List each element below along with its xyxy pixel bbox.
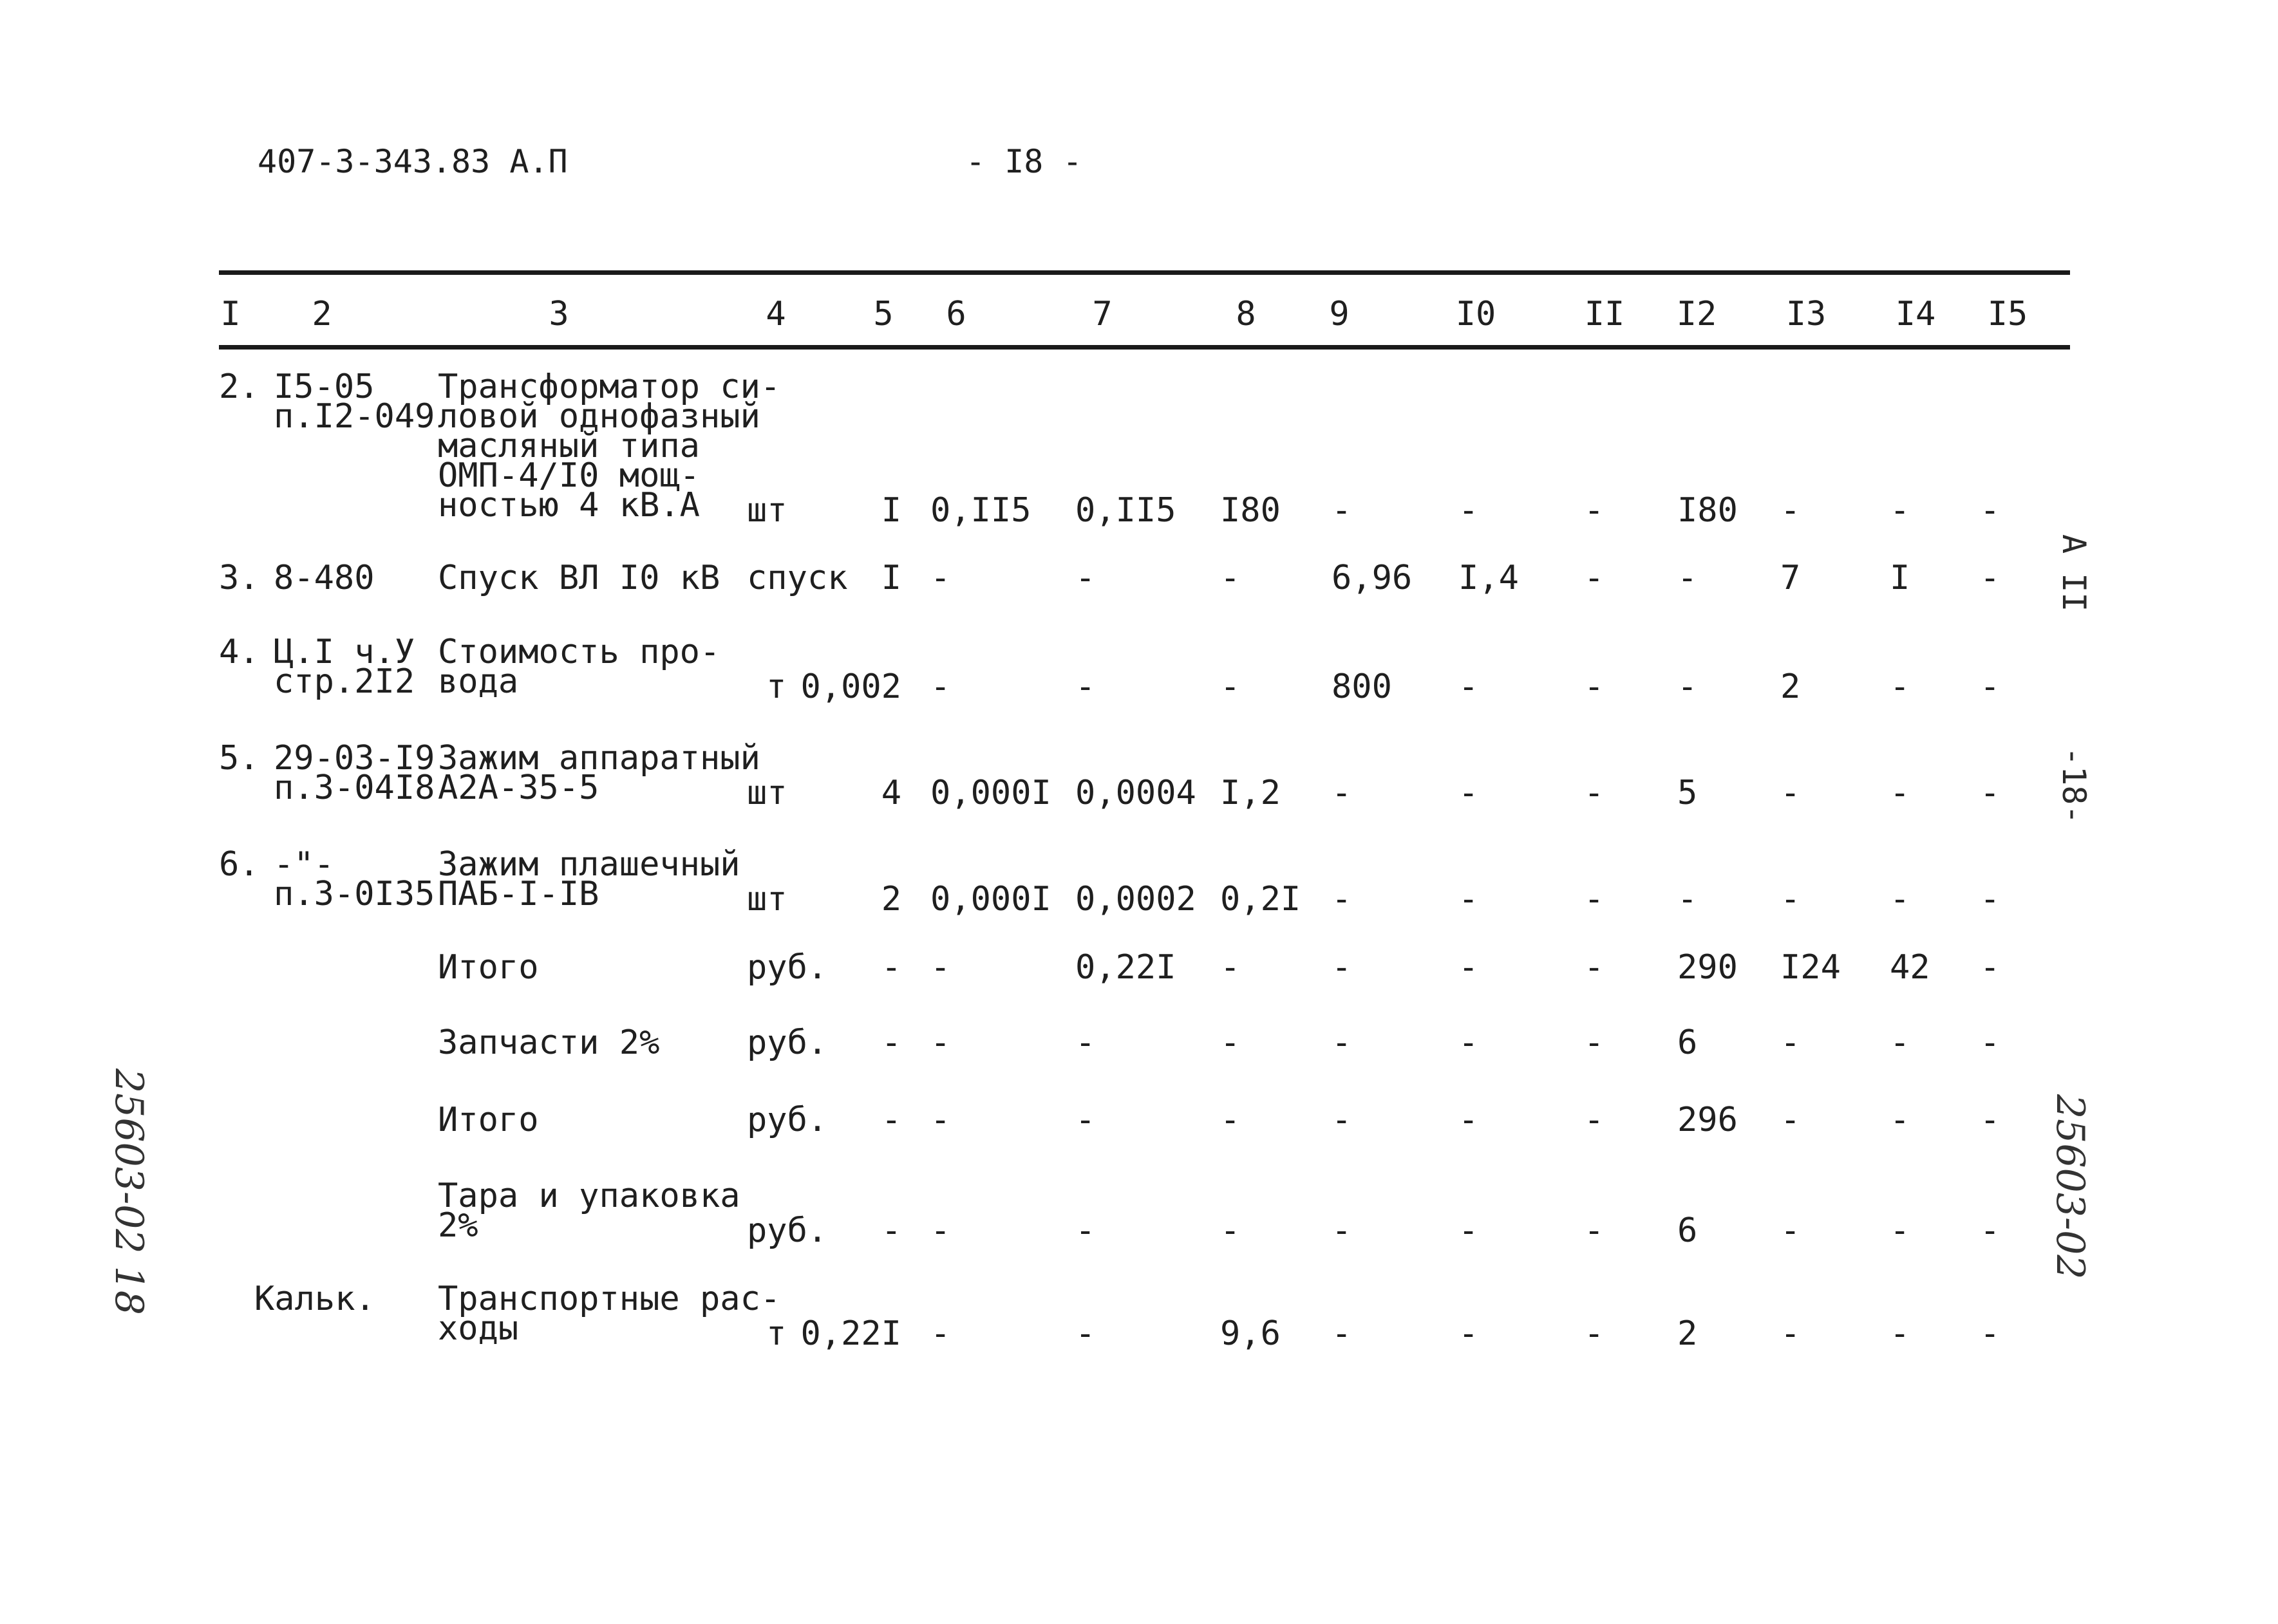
row-value-c14: 42 (1890, 948, 1930, 987)
row-value-c14: - (1890, 1101, 1910, 1139)
row-value-c9: - (1332, 948, 1352, 987)
margin-stamp-number: 25603-02 (2047, 1094, 2093, 1280)
row-value-c8: - (1220, 1023, 1241, 1062)
row-value-c8: - (1220, 1211, 1241, 1250)
row-value-c6: - (930, 1023, 951, 1062)
row-value-c6: - (930, 1211, 951, 1250)
row-value-c10: - (1458, 667, 1479, 706)
row-value-c13: - (1780, 1211, 1801, 1250)
row-description: 2% (438, 1206, 478, 1245)
row-value-c6: - (930, 1101, 951, 1139)
row-value-c6: - (930, 1314, 951, 1353)
row-value-c6: - (930, 667, 951, 706)
column-header: 9 (1329, 295, 1350, 333)
row-value-c12: - (1677, 667, 1698, 706)
column-header: 4 (766, 295, 786, 333)
row-value-c7: 0,II5 (1075, 491, 1176, 530)
row-value-c9: - (1332, 1314, 1352, 1353)
row-description: Стоимость про- (438, 633, 720, 671)
row-description: ловой однофазный (438, 397, 760, 436)
row-description: А2А-35-5 (438, 769, 599, 807)
document-code: 407-3-343.83 А.П (258, 143, 568, 180)
row-value-c13: - (1780, 774, 1801, 812)
column-header: 8 (1236, 295, 1256, 333)
row-value-c14: I (1890, 559, 1910, 597)
row-value-c14: - (1890, 774, 1910, 812)
row-value-c9: 800 (1332, 667, 1392, 706)
column-header: I4 (1895, 295, 1936, 333)
row-value-c8: I80 (1220, 491, 1281, 530)
row-reference-code: Кальк. (254, 1280, 375, 1318)
row-unit: т (766, 1314, 787, 1353)
row-value-c10: - (1458, 1023, 1479, 1062)
row-description: ходы (438, 1309, 519, 1348)
row-description: Спуск ВЛ I0 кВ (438, 559, 720, 597)
row-value-c11: - (1584, 1314, 1605, 1353)
row-value-c9: - (1332, 1211, 1352, 1250)
page-number: - I8 - (966, 143, 1082, 180)
row-quantity: - (881, 1211, 901, 1250)
row-value-c10: - (1458, 1211, 1479, 1250)
row-description: Зажим плашечный (438, 845, 740, 884)
row-description: ностью 4 кВ.А (438, 486, 700, 525)
row-value-c9: - (1332, 880, 1352, 919)
row-value-c7: 0,22I (1075, 948, 1176, 987)
column-header: I (220, 295, 241, 333)
row-number: 6. (219, 845, 259, 884)
row-value-c12: - (1677, 880, 1698, 919)
row-value-c14: - (1890, 1314, 1910, 1353)
row-value-c10: - (1458, 948, 1479, 987)
row-value-c7: - (1075, 667, 1096, 706)
row-value-c11: - (1584, 667, 1605, 706)
row-value-c14: - (1890, 880, 1910, 919)
column-header: I5 (1987, 295, 2028, 333)
column-header: 3 (549, 295, 569, 333)
row-number: 4. (219, 633, 259, 671)
row-value-c8: 9,6 (1220, 1314, 1281, 1353)
row-value-c9: 6,96 (1332, 559, 1413, 597)
row-description: вода (438, 662, 519, 701)
row-value-c6: 0,000I (930, 774, 1051, 812)
row-value-c13: - (1780, 1101, 1801, 1139)
row-description: Запчасти 2% (438, 1023, 660, 1062)
row-value-c11: - (1584, 559, 1605, 597)
row-value-c11: - (1584, 948, 1605, 987)
row-value-c12: 5 (1677, 774, 1698, 812)
row-value-c8: - (1220, 667, 1241, 706)
row-value-c7: 0,0004 (1075, 774, 1196, 812)
row-value-c12: 6 (1677, 1211, 1698, 1250)
row-value-c12: 290 (1677, 948, 1738, 987)
row-description: Итого (438, 948, 539, 987)
row-quantity: 2 (881, 880, 901, 919)
row-value-c11: - (1584, 491, 1605, 530)
column-header: I3 (1785, 295, 1827, 333)
row-value-c7: - (1075, 1023, 1096, 1062)
row-value-c7: - (1075, 1211, 1096, 1250)
table-header-rule (219, 345, 2070, 350)
row-value-c15: - (1980, 667, 2000, 706)
row-reference-code: п.3-0I35 (274, 875, 435, 913)
row-number: 3. (219, 559, 259, 597)
row-value-c10: - (1458, 774, 1479, 812)
row-value-c6: 0,000I (930, 880, 1051, 919)
row-number: 5. (219, 739, 259, 778)
column-header: II (1584, 295, 1625, 333)
row-value-c15: - (1980, 774, 2000, 812)
row-value-c11: - (1584, 774, 1605, 812)
row-value-c11: - (1584, 1211, 1605, 1250)
row-value-c6: 0,II5 (930, 491, 1031, 530)
row-value-c12: 6 (1677, 1023, 1698, 1062)
row-value-c10: - (1458, 1314, 1479, 1353)
row-unit: спуск (747, 559, 848, 597)
row-value-c15: - (1980, 1101, 2000, 1139)
row-value-c6: - (930, 948, 951, 987)
row-value-c14: - (1890, 1211, 1910, 1250)
row-value-c8: 0,2I (1220, 880, 1301, 919)
row-description: ОМП-4/I0 мощ- (438, 456, 700, 495)
row-value-c10: - (1458, 1101, 1479, 1139)
row-value-c12: 2 (1677, 1314, 1698, 1353)
row-quantity: - (881, 1023, 901, 1062)
margin-note-page: -18- (2055, 747, 2093, 825)
row-value-c15: - (1980, 1211, 2000, 1250)
row-value-c11: - (1584, 880, 1605, 919)
row-value-c8: - (1220, 948, 1241, 987)
row-value-c15: - (1980, 491, 2000, 530)
row-value-c10: - (1458, 491, 1479, 530)
row-value-c14: - (1890, 1023, 1910, 1062)
row-value-c14: - (1890, 667, 1910, 706)
row-reference-code: 8-480 (274, 559, 375, 597)
row-description: Тара и упаковка (438, 1177, 740, 1215)
row-reference-code: 29-03-I9 (274, 739, 435, 778)
column-header: 5 (873, 295, 894, 333)
row-quantity: - (881, 948, 901, 987)
row-value-c12: 296 (1677, 1101, 1738, 1139)
row-value-c13: I24 (1780, 948, 1841, 987)
row-unit: шт (747, 491, 787, 530)
row-description: Трансформатор си- (438, 368, 781, 406)
row-value-c11: - (1584, 1023, 1605, 1062)
row-value-c12: - (1677, 559, 1698, 597)
margin-note-sheet: А II (2055, 534, 2093, 612)
row-value-c8: - (1220, 1101, 1241, 1139)
row-value-c13: - (1780, 1314, 1801, 1353)
row-value-c9: - (1332, 1023, 1352, 1062)
row-unit: руб. (747, 1101, 828, 1139)
row-quantity: 0,002 (800, 667, 901, 706)
row-value-c9: - (1332, 491, 1352, 530)
row-value-c6: - (930, 559, 951, 597)
row-description: ПАБ-I-IВ (438, 875, 599, 913)
row-description: Зажим аппаратный (438, 739, 760, 778)
row-value-c15: - (1980, 948, 2000, 987)
row-reference-code: стр.2I2 (274, 662, 415, 701)
row-value-c11: - (1584, 1101, 1605, 1139)
row-value-c13: 7 (1780, 559, 1801, 597)
row-description: масляный типа (438, 427, 700, 465)
row-value-c7: - (1075, 1101, 1096, 1139)
row-description: Итого (438, 1101, 539, 1139)
row-quantity: 0,22I (800, 1314, 901, 1353)
row-value-c8: I,2 (1220, 774, 1281, 812)
row-value-c7: - (1075, 559, 1096, 597)
row-value-c7: 0,0002 (1075, 880, 1196, 919)
row-value-c13: 2 (1780, 667, 1801, 706)
row-quantity: I (881, 491, 901, 530)
row-value-c10: - (1458, 880, 1479, 919)
row-quantity: - (881, 1101, 901, 1139)
row-value-c7: - (1075, 1314, 1096, 1353)
column-header: I0 (1455, 295, 1496, 333)
row-unit: руб. (747, 1211, 828, 1250)
row-value-c15: - (1980, 559, 2000, 597)
row-reference-code: п.I2-049 (274, 397, 435, 436)
row-unit: шт (747, 774, 787, 812)
row-value-c15: - (1980, 1314, 2000, 1353)
row-value-c9: - (1332, 1101, 1352, 1139)
row-value-c15: - (1980, 1023, 2000, 1062)
row-unit: шт (747, 880, 787, 919)
handwritten-margin-note: 25603-02 18 (106, 1069, 151, 1315)
row-unit: руб. (747, 948, 828, 987)
row-value-c12: I80 (1677, 491, 1738, 530)
row-value-c13: - (1780, 880, 1801, 919)
row-value-c13: - (1780, 1023, 1801, 1062)
row-reference-code: I5-05 (274, 368, 375, 406)
row-value-c14: - (1890, 491, 1910, 530)
row-value-c8: - (1220, 559, 1241, 597)
row-unit: т (766, 667, 787, 706)
column-header: I2 (1676, 295, 1717, 333)
row-quantity: 4 (881, 774, 901, 812)
row-value-c10: I,4 (1458, 559, 1519, 597)
row-value-c13: - (1780, 491, 1801, 530)
column-header: 6 (946, 295, 966, 333)
row-description: Транспортные рас- (438, 1280, 781, 1318)
column-header: 2 (312, 295, 332, 333)
row-number: 2. (219, 368, 259, 406)
column-header: 7 (1092, 295, 1113, 333)
row-unit: руб. (747, 1023, 828, 1062)
row-reference-code: п.3-04I8 (274, 769, 435, 807)
row-value-c15: - (1980, 880, 2000, 919)
row-reference-code: -"- (274, 845, 334, 884)
row-quantity: I (881, 559, 901, 597)
table-top-rule (219, 270, 2070, 275)
row-reference-code: Ц.I ч.У (274, 633, 415, 671)
row-value-c9: - (1332, 774, 1352, 812)
